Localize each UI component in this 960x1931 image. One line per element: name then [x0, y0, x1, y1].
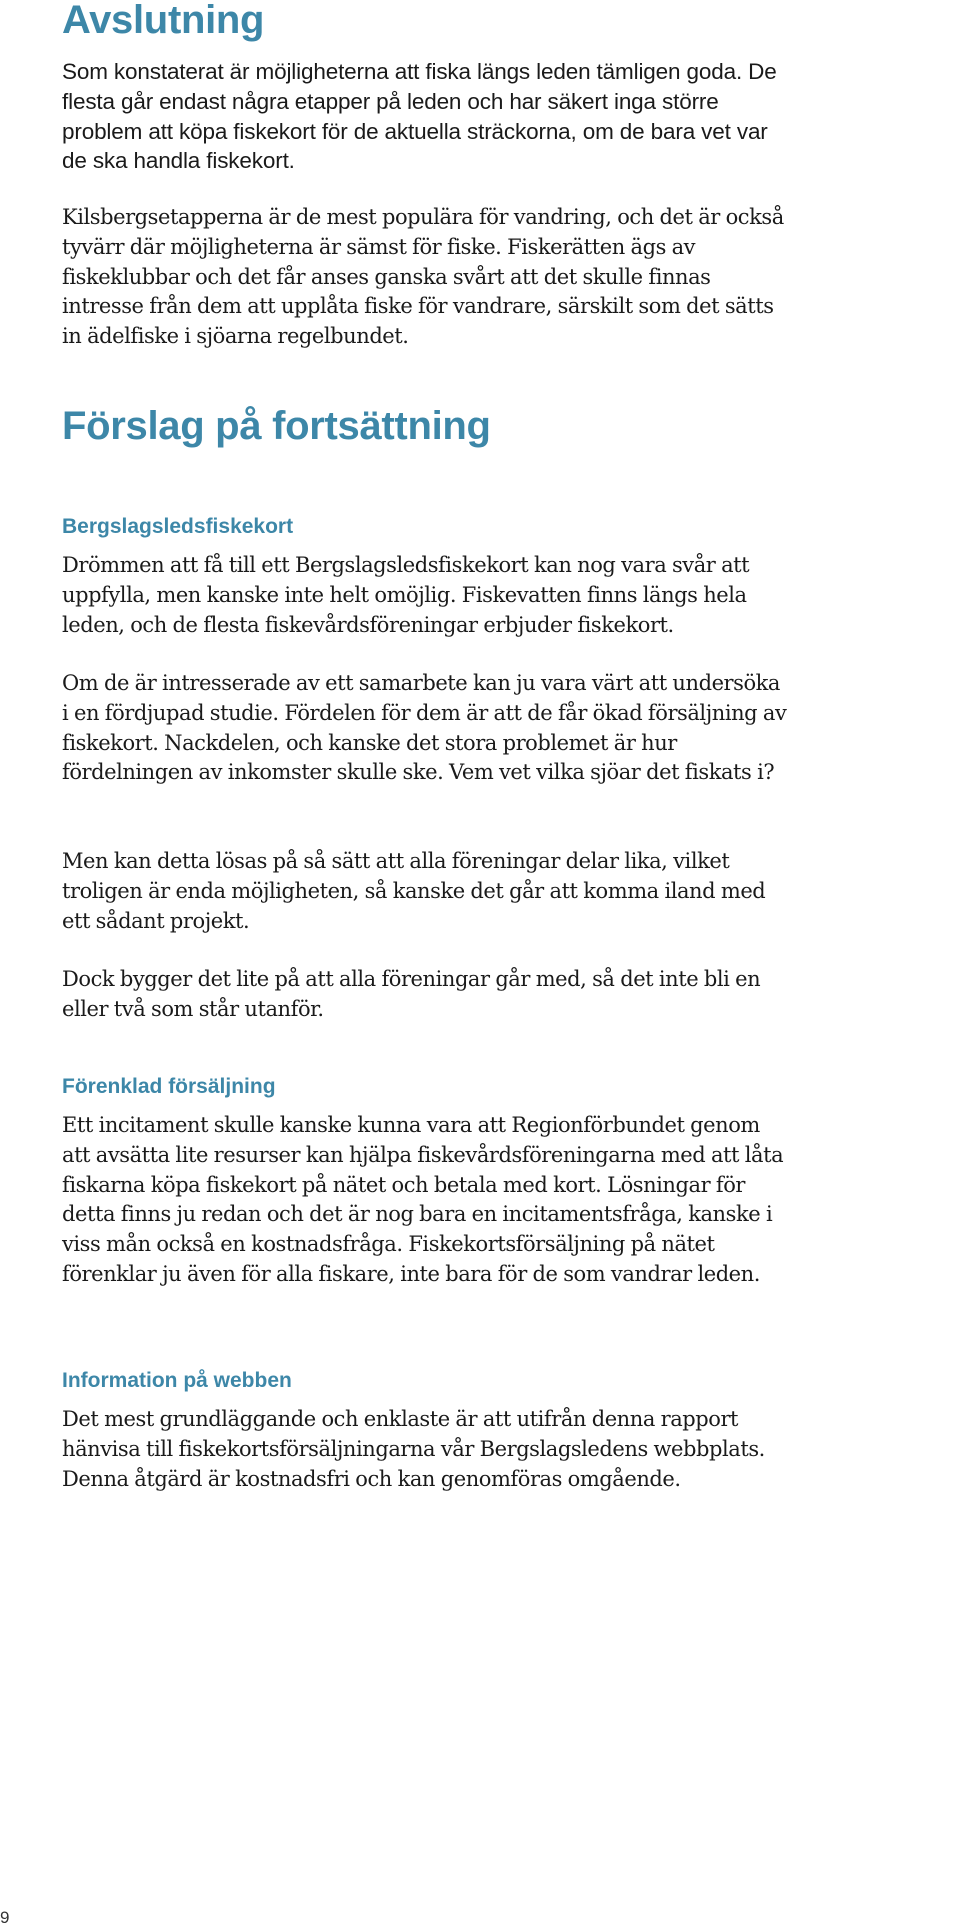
subheading-information-pa-webben: Information på webben [62, 1369, 292, 1392]
paragraph-avslutning-1: Som konstaterat är möjligheterna att fiska längs leden tämligen goda. De flesta går endast några etapper på leden och har säkert inga större problem att köpa fiskekort för de aktuella sträckorna, om de bara vet var de ska handla fiskekort. [62, 59, 777, 174]
paragraph-bergslag-4: Dock bygger det lite på att alla föreningar går med, så det inte bli en eller två som står utanför. [62, 967, 761, 1021]
page-number: 9 [0, 1908, 10, 1927]
paragraph-bergslag-3: Men kan detta lösas på så sätt att alla föreningar delar lika, vilket troligen är enda möjligheten, så kanske det går att komma iland med ett sådant projekt. [62, 849, 766, 933]
paragraph-avslutning-2: Kilsbergsetapperna är de mest populära för vandring, och det är också tyvärr där möjligheterna är sämst för fiske. Fiskerätten ägs av fiskeklubbar och det får anses ganska svårt att det skulle finnas intresse från dem att upplåta fiske för vandrare, särskilt som det sätts in ädelfiske i sjöarna regelbundet. [62, 205, 784, 349]
heading-avslutning: Avslutning [62, 0, 265, 42]
heading-forslag: Förslag på fortsättning [62, 404, 491, 448]
paragraph-information-1: Det mest grundläggande och enklaste är att utifrån denna rapport hänvisa till fiskekortsförsäljningarna vår Bergslagsledens webbplats. Denna åtgärd är kostnadsfri och kan genomföras omgående. [62, 1407, 765, 1491]
subheading-forenklad-forsaljning: Förenklad försäljning [62, 1075, 276, 1098]
paragraph-bergslag-1: Drömmen att få till ett Bergslagsledsfiskekort kan nog vara svår att uppfylla, men kanske inte helt omöjlig. Fiskevatten finns längs hela leden, och de flesta fiskevårdsföreningar erbjuder fiskekort. [62, 553, 750, 637]
paragraph-forenklad-1: Ett incitament skulle kanske kunna vara att Regionförbundet genom att avsätta lite resurser kan hjälpa fiskevårdsföreningarna med att låta fiskarna köpa fiskekort på nätet och betala med kort. Lösningar för detta finns ju redan och det är nog bara en incitamentsfråga, kanske i viss mån också en kostnadsfråga. Fiskekortsförsäljning på nätet förenklar ju även för alla fiskare, inte bara för de som vandrar leden. [62, 1113, 784, 1286]
paragraph-bergslag-2: Om de är intresserade av ett samarbete kan ju vara värt att undersöka i en fördjupad studie. Fördelen för dem är att de får ökad försäljning av fiskekort. Nackdelen, och kanske det stora problemet är hur fördelningen av inkomster skulle ske. Vem vet vilka sjöar det fiskats i? [62, 671, 787, 785]
subheading-bergslagsledsfiskekort: Bergslagsledsfiskekort [62, 515, 294, 538]
